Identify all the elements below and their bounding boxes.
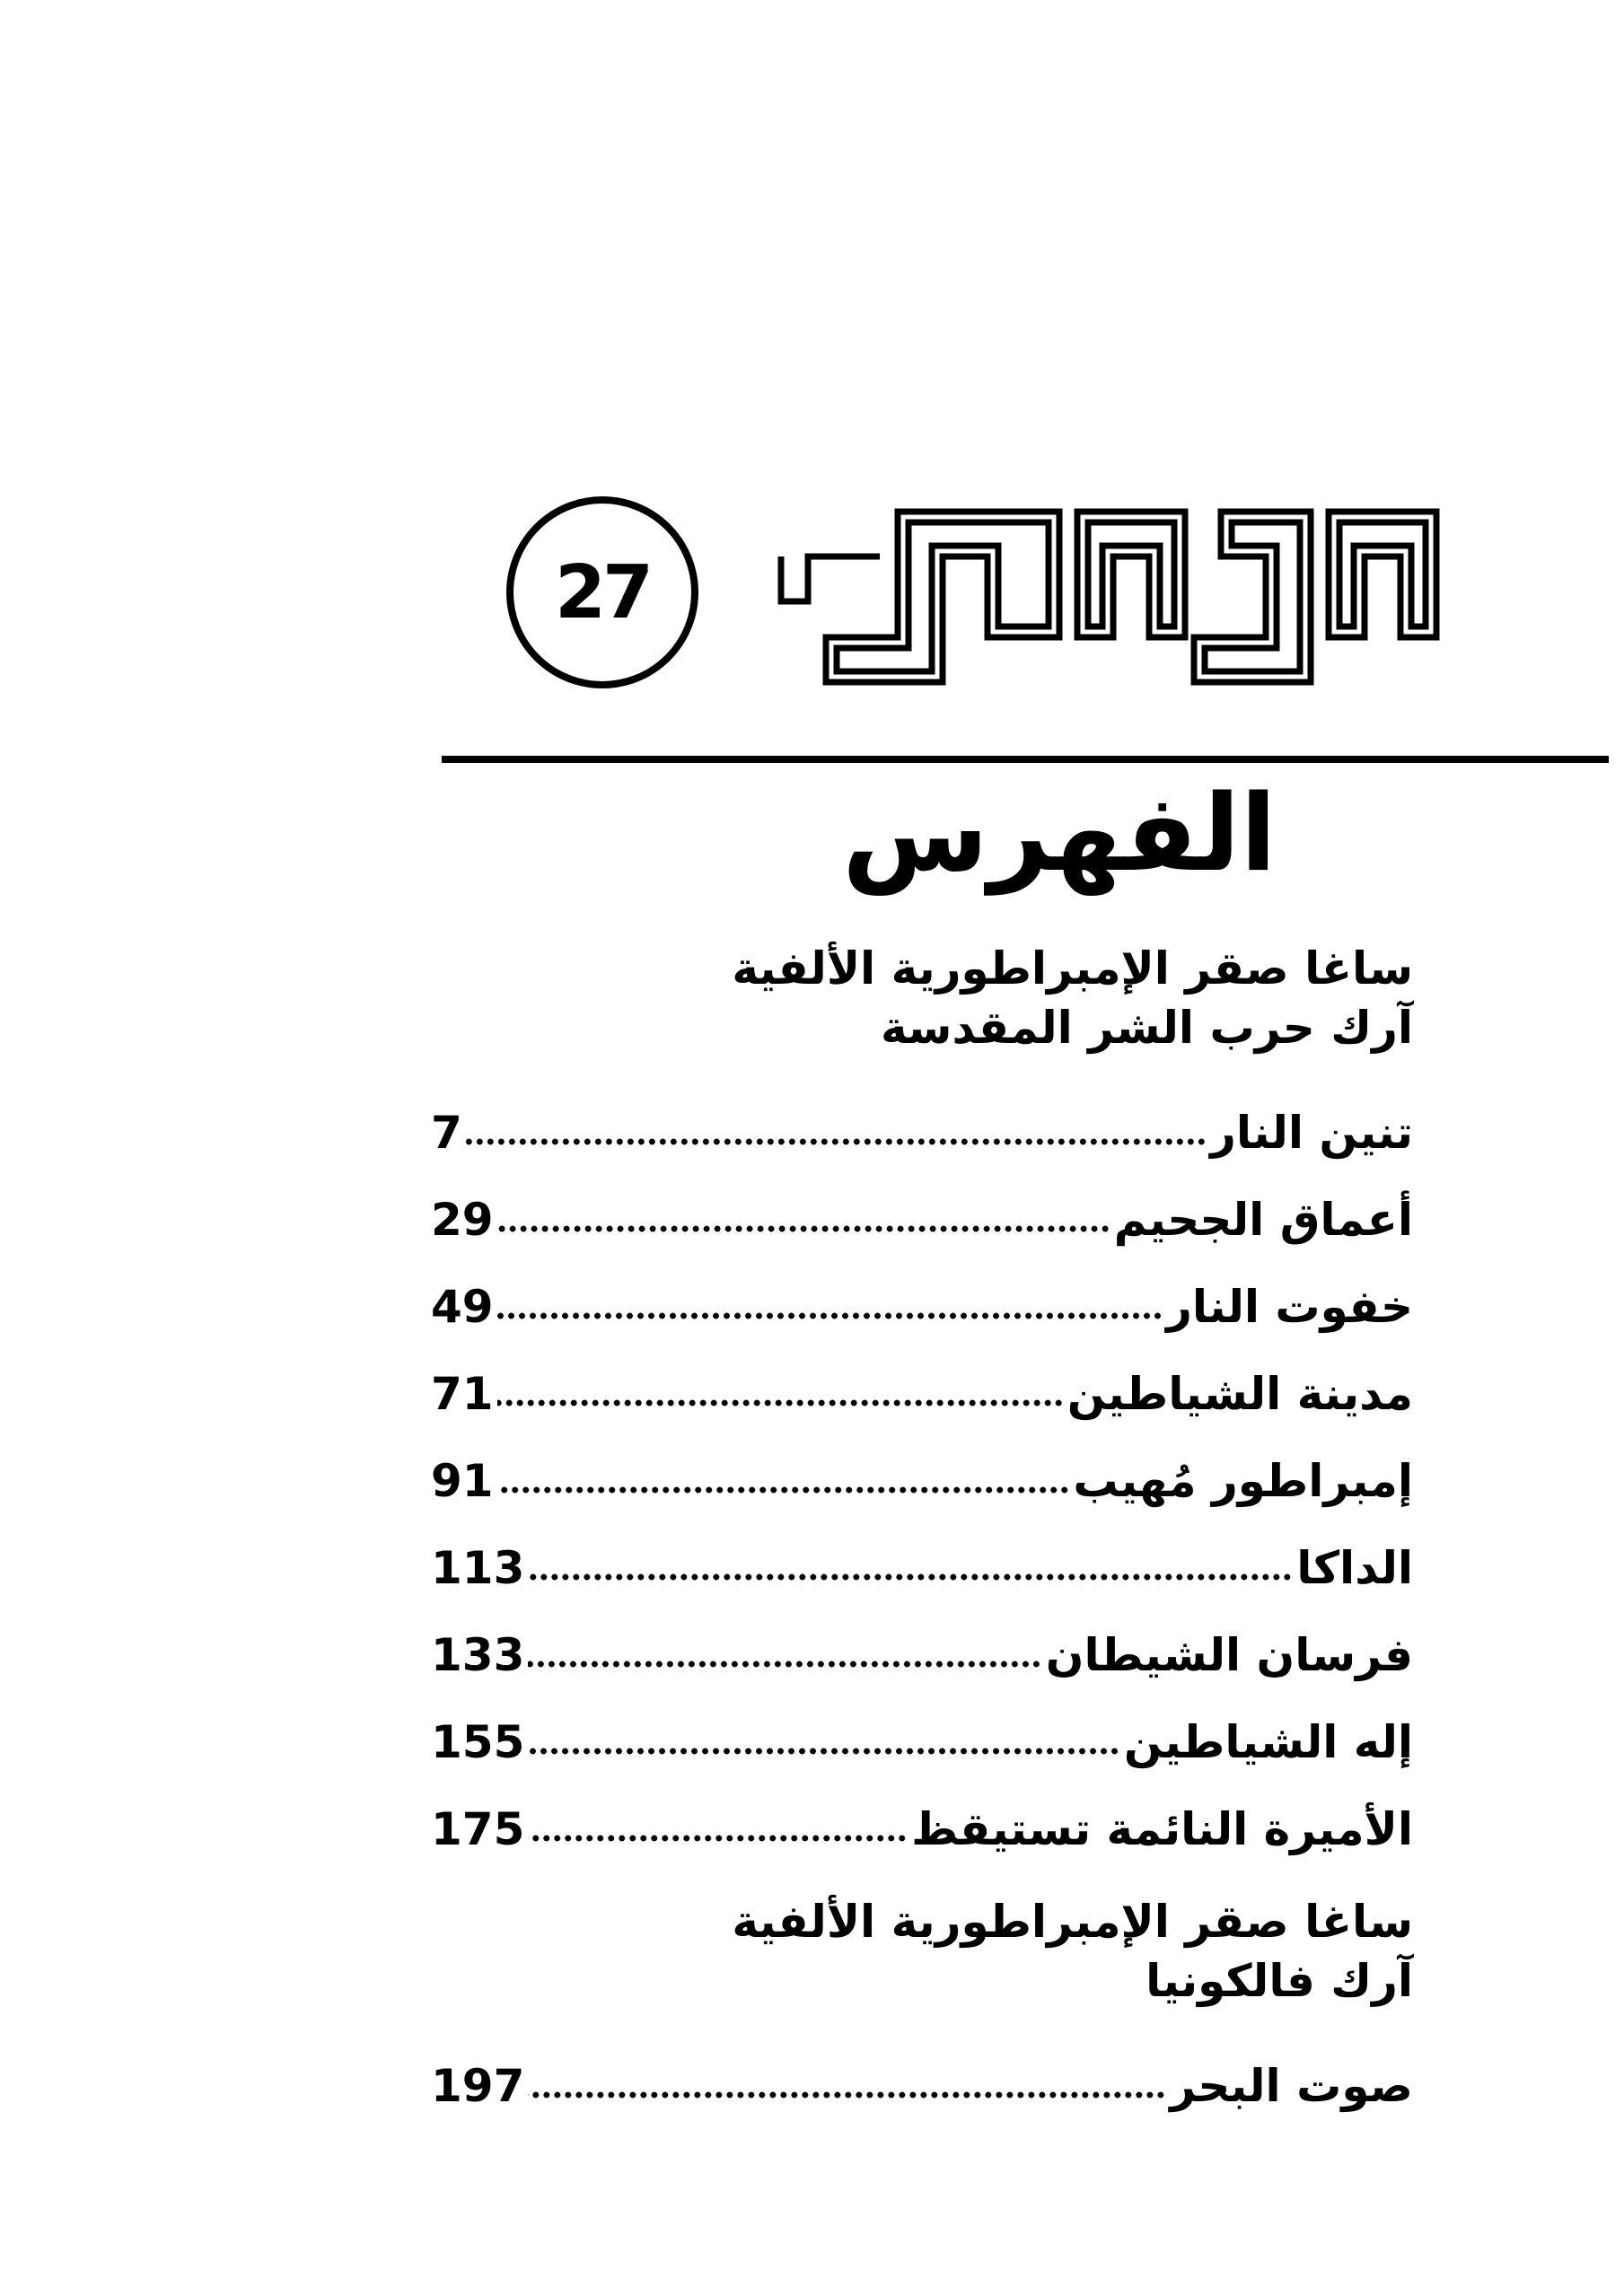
- toc-entry-title: إله الشياطين: [1123, 1716, 1413, 1768]
- arc-heading-2: [503, 1892, 1413, 2011]
- toc-entry-page: 197: [431, 2060, 525, 2112]
- toc-entry-page: 71: [431, 1368, 494, 1420]
- arc-heading-1: [503, 939, 1413, 1057]
- toc-entry-title: فرسان الشيطان: [1045, 1629, 1413, 1681]
- series-logo-icon: [772, 503, 1454, 718]
- toc-entry: [431, 1621, 1413, 1689]
- toc-entry: [431, 2052, 1413, 2120]
- toc-entry-title: صوت البحر: [1170, 2060, 1413, 2112]
- toc-entry-title: أعماق الجحيم: [1113, 1194, 1413, 1246]
- toc-entry: [431, 1708, 1413, 1776]
- series-title: ساغا صقر الإمبراطورية الألفية: [732, 942, 1413, 995]
- dot-leader: [497, 1398, 1064, 1408]
- toc-entry-page: 133: [431, 1629, 525, 1681]
- toc-entry-page: 175: [431, 1803, 525, 1855]
- series-title: ساغا صقر الإمبراطورية الألفية: [732, 1896, 1413, 1948]
- dot-leader: [528, 1659, 1041, 1669]
- toc-entry: [431, 1795, 1413, 1863]
- issue-number-badge: [506, 496, 698, 688]
- toc-entry: [431, 1186, 1413, 1254]
- arc-title: آرك حرب الشر المقدسة: [880, 1002, 1413, 1054]
- toc-entry: [431, 1534, 1413, 1602]
- toc-entry-title: الأميرة النائمة تستيقظ: [911, 1803, 1413, 1855]
- toc-entry-page: 91: [431, 1455, 494, 1507]
- toc-entry-title: خفوت النار: [1166, 1281, 1413, 1333]
- toc-entry-page: 7: [431, 1107, 462, 1159]
- dot-leader: [497, 1485, 1070, 1495]
- toc-entry: [431, 1360, 1413, 1428]
- arc-title: آرك فالكونيا: [1146, 1955, 1413, 2007]
- toc-entry: [431, 1447, 1413, 1515]
- toc-entry: [431, 1099, 1413, 1167]
- toc-entry-page: 155: [431, 1716, 525, 1768]
- dot-leader: [528, 2090, 1166, 2100]
- toc-entry-page: 29: [431, 1194, 494, 1246]
- toc-entry-title: تنين النار: [1210, 1107, 1413, 1159]
- dot-leader: [528, 1746, 1120, 1757]
- dot-leader: [497, 1223, 1110, 1234]
- dot-leader: [528, 1833, 908, 1844]
- page-title: الفهرس: [842, 771, 1277, 895]
- issue-number: 27: [554, 549, 651, 635]
- toc-entry-title: إمبراطور مُهيب: [1073, 1455, 1413, 1507]
- toc-entry: [431, 1273, 1413, 1341]
- toc-entry-title: الداكا: [1296, 1542, 1413, 1594]
- dot-leader: [497, 1310, 1163, 1321]
- toc-entry-title: مدينة الشياطين: [1067, 1368, 1413, 1420]
- toc-entry-page: 113: [431, 1542, 525, 1594]
- toc-entry-page: 49: [431, 1281, 494, 1333]
- dot-leader: [528, 1572, 1293, 1582]
- dot-leader: [466, 1136, 1207, 1147]
